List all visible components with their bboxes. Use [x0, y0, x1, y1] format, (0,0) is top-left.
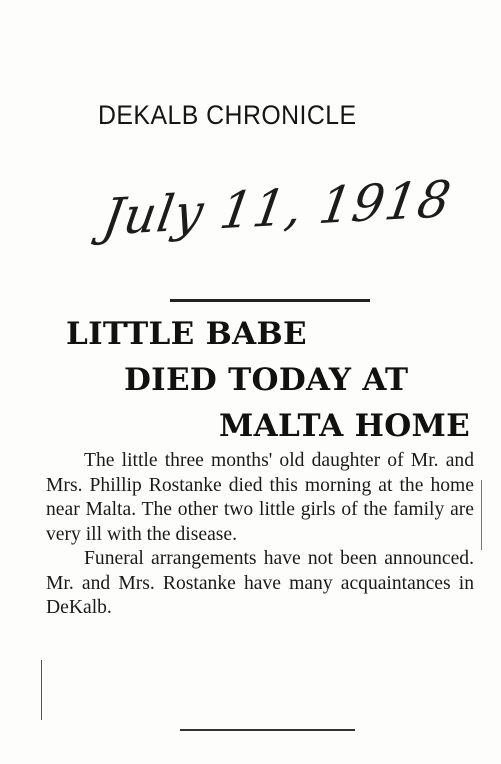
top-rule: [170, 299, 370, 302]
newspaper-masthead: DEKALB CHRONICLE: [98, 100, 357, 130]
article-paragraph-2: Funeral arrangements have not been announced. Mr. and Mrs. Rostanke have many acquaintances in DeKalb.: [46, 548, 474, 618]
bottom-rule: [180, 729, 355, 731]
headline-line-1: LITTLE BABE: [66, 316, 307, 352]
clipping-edge-right: [481, 480, 482, 550]
handwritten-date: July 11, 1918: [98, 169, 456, 247]
clipping-edge-left: [41, 660, 42, 720]
headline-line-3: MALTA HOME: [219, 408, 471, 444]
article-body: [46, 449, 474, 621]
headline-line-2: DIED TODAY AT: [124, 362, 409, 398]
article-paragraph-1: The little three months' old daughter of Mr. and Mrs. Phillip Rostanke died this morning at the home near Malta. The other two little girls of the family are very ill with the disease.: [46, 450, 474, 545]
